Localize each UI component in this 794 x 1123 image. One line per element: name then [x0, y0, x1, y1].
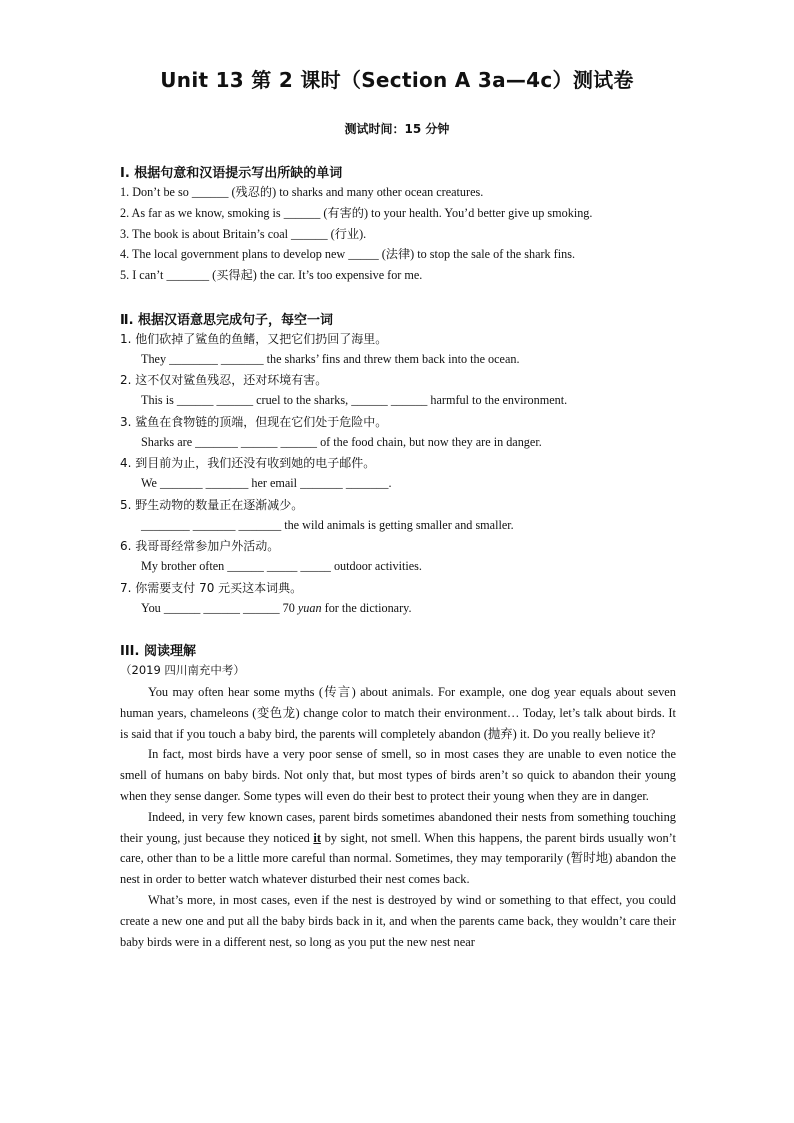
- section-2-english-sentence: Sharks are _______ ______ ______ of the food chain, but now they are in danger.: [141, 435, 542, 449]
- section-2-english-sentence: We _______ _______ her email _______ _______.: [141, 476, 392, 490]
- section-3-heading: III. 阅读理解: [120, 644, 196, 659]
- section-1-item: 2. As far as we know, smoking is ______ (有害的) to your health. You’d better give up smoking.: [120, 206, 593, 220]
- section-2-english-sentence: My brother often ______ _____ _____ outdoor activities.: [141, 559, 422, 573]
- passage-paragraph: Indeed, in very few known cases, parent birds sometimes abandoned their nests from something touching their young, just because they noticed it by sight, not smell. When this happens, the parent birds usually won’t care, other than to be a little more careful than normal. Sometimes, they may temporarily (暂时地) abandon the nest in order to better watch whatever disturbed their nest comes back.: [120, 809, 676, 887]
- section-2-english-sentence: ________ _______ _______ the wild animals is getting smaller and smaller.: [141, 518, 514, 532]
- section-1-item: 3. The book is about Britain’s coal ______ (行业).: [120, 227, 367, 241]
- section-2-chinese-prompt: 4. 到目前为止，我们还没有收到她的电子邮件。: [120, 456, 376, 470]
- page-title: Unit 13 第 2 课时（Section A 3a—4c）测试卷: [160, 68, 634, 92]
- passage-source: （2019 四川南充中考）: [120, 663, 245, 677]
- section-2-heading: Ⅱ. 根据汉语意思完成句子，每空一词: [120, 313, 334, 328]
- section-2-english-sentence: You ______ ______ ______ 70 yuan for the dictionary.: [141, 601, 412, 615]
- section-2-chinese-prompt: 1. 他们砍掉了鲨鱼的鱼鳍，又把它们扔回了海里。: [120, 332, 388, 346]
- section-1-item: 4. The local government plans to develop new _____ (法律) to stop the sale of the shark fins.: [120, 247, 576, 261]
- section-1-item: 5. I can’t _______ (买得起) the car. It’s too expensive for me.: [120, 268, 423, 282]
- section-1-item: 1. Don’t be so ______ (残忍的) to sharks and many other ocean creatures.: [120, 185, 484, 199]
- italic-word: yuan: [297, 601, 322, 615]
- section-2-english-sentence: This is ______ ______ cruel to the sharks, ______ ______ harmful to the environment.: [141, 393, 568, 407]
- underlined-word-it: it: [313, 830, 321, 845]
- section-2-chinese-prompt: 7. 你需要支付 70 元买这本词典。: [120, 581, 303, 595]
- passage-paragraph: In fact, most birds have a very poor sense of smell, so in most cases they are unable to even notice the smell of humans on baby birds. Not only that, but most types of birds aren’t so quick to abandon their young when they sense danger. Some types will even do their best to protect their young when they are in danger.: [120, 747, 676, 803]
- passage-paragraph: You may often hear some myths (传言) about animals. For example, one dog year equals about seven human years, chameleons (变色龙) change color to match their environment… Today, let’s talk about birds. It is said that if you touch a baby bird, the parents will completely abandon (抛弃) it. Do you really believe it?: [120, 685, 676, 741]
- section-2-english-sentence: They ________ _______ the sharks’ fins and threw them back into the ocean.: [141, 352, 520, 366]
- section-2-chinese-prompt: 6. 我哥哥经常参加户外活动。: [120, 539, 280, 553]
- test-time: 测试时间：15 分钟: [344, 122, 450, 136]
- reading-passage: [120, 682, 676, 952]
- passage-paragraph: What’s more, in most cases, even if the nest is destroyed by wind or something to that effect, you could create a new one and put all the baby birds back in it, and when the parents came back, they wouldn’t care their baby birds were in a different nest, so long as you put the new nest near: [120, 892, 676, 949]
- section-2-chinese-prompt: 2. 这不仅对鲨鱼残忍，还对环境有害。: [120, 373, 328, 387]
- section-2-chinese-prompt: 5. 野生动物的数量正在逐渐减少。: [120, 498, 304, 512]
- section-1-heading: Ⅰ. 根据句意和汉语提示写出所缺的单词: [120, 166, 343, 181]
- section-2-chinese-prompt: 3. 鲨鱼在食物链的顶端，但现在它们处于危险中。: [120, 415, 388, 429]
